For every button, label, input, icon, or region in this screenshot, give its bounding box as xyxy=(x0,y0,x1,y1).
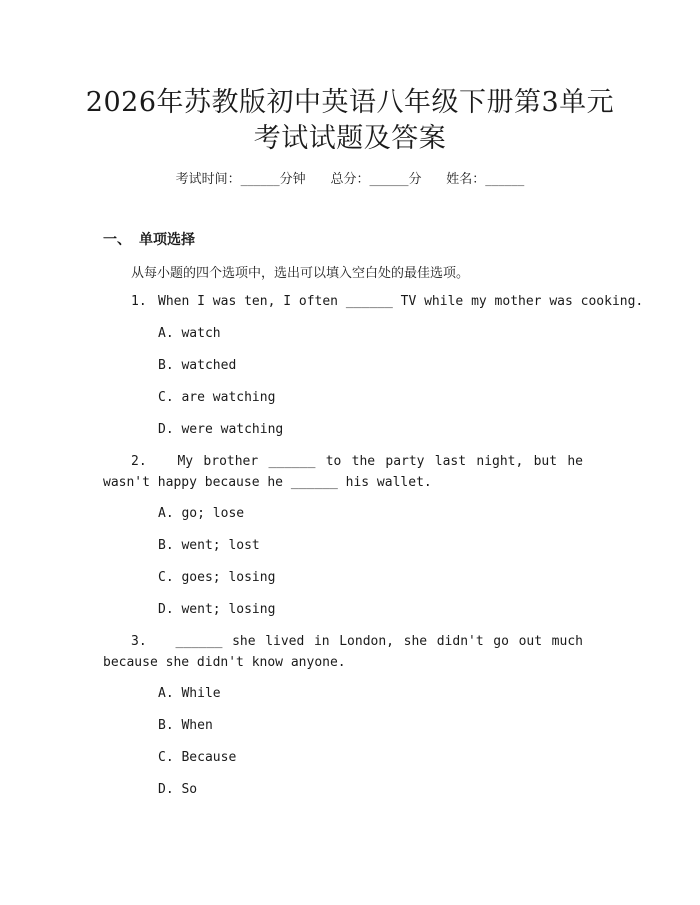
question-number: 1. xyxy=(131,294,147,309)
section-instruction: 从每小题的四个选项中，选出可以填入空白处的最佳选项。 xyxy=(131,266,470,281)
question-text: My brother ______ to the party last night, but he wasn't happy because he ______ his wallet. xyxy=(103,454,583,490)
student-name-field: 姓名：______ xyxy=(446,172,525,187)
option-2d: D. went; losing xyxy=(158,602,276,617)
option-1b: B. watched xyxy=(158,358,237,373)
total-score-field: 总分：______分 xyxy=(330,172,422,187)
question-text: When I was ten, I often ______ TV while my mother was cooking. xyxy=(158,294,644,309)
section-heading xyxy=(103,229,195,249)
option-1a: A. watch xyxy=(158,326,221,341)
option-1d: D. were watching xyxy=(158,422,284,437)
option-3b: B. When xyxy=(158,718,213,733)
question-number: 2. xyxy=(131,454,147,469)
page-title-line-1: 2026年苏教版初中英语八年级下册第3单元 xyxy=(85,87,615,118)
section-title: 单项选择 xyxy=(139,232,195,248)
question-2 xyxy=(103,451,583,493)
exam-time-field: 考试时间：______分钟 xyxy=(175,172,306,187)
option-2b: B. went; lost xyxy=(158,538,260,553)
option-2a: A. go; lose xyxy=(158,506,245,521)
option-1c: C. are watching xyxy=(158,390,276,405)
option-2c: C. goes; losing xyxy=(158,570,276,585)
option-3a: A. While xyxy=(158,686,221,701)
question-1 xyxy=(131,294,644,309)
question-number: 3. xyxy=(131,634,147,649)
exam-meta xyxy=(0,168,700,187)
page-title-line-2: 考试试题及答案 xyxy=(253,123,447,154)
question-text: ______ she lived in London, she didn't go out much because she didn't know anyone. xyxy=(103,634,583,670)
option-3d: D. So xyxy=(158,782,198,797)
option-3c: C. Because xyxy=(158,750,237,765)
question-3 xyxy=(103,631,583,673)
section-number: 一、 xyxy=(103,232,131,248)
